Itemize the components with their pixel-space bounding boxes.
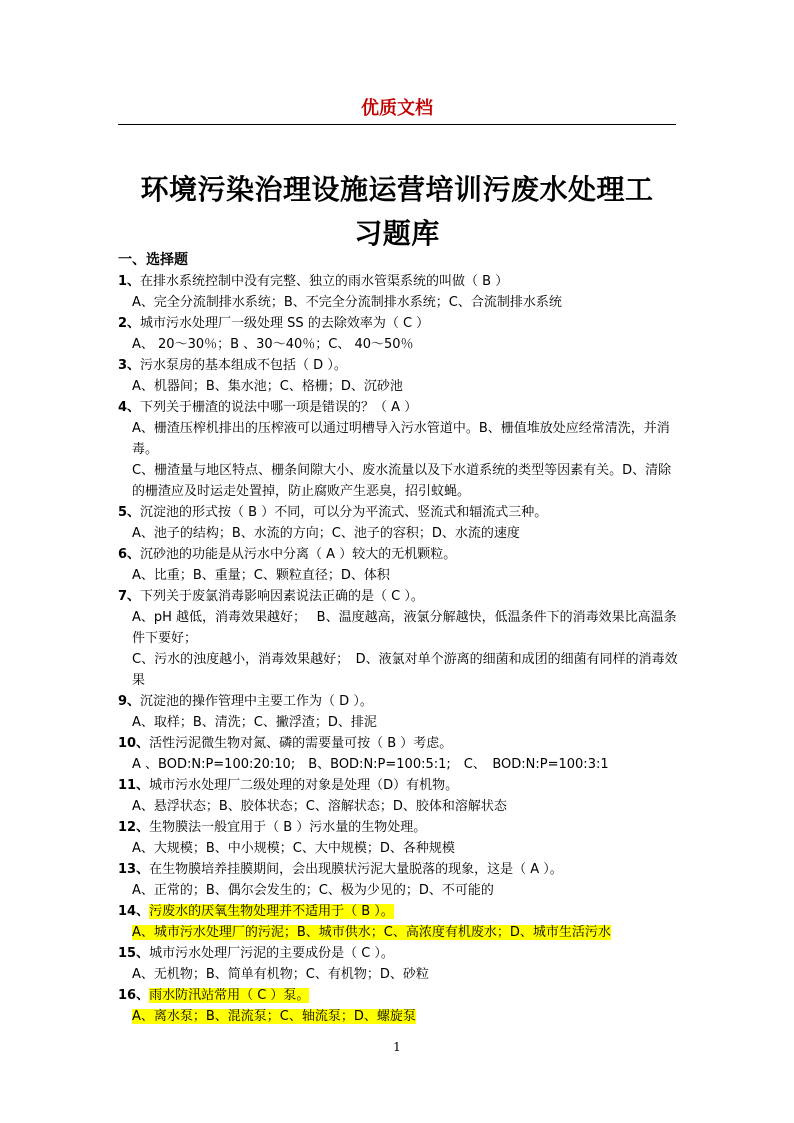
question-line [118, 271, 684, 292]
question-text: 生物膜法一般宜用于（ B ）污水量的生物处理。 [149, 820, 427, 835]
answer-options [118, 712, 684, 733]
answer-options [118, 460, 684, 502]
question-text: 下列关于废氯消毒影响因素说法正确的是（ C ）。 [140, 589, 424, 604]
options-text: A、离水泵；B、混流泵；C、轴流泵；D、螺旋泵 [132, 1009, 416, 1024]
page-number: 1 [393, 1040, 401, 1054]
question-line [118, 775, 684, 796]
question-line [118, 397, 684, 418]
answer-options [118, 1006, 684, 1027]
question-line [118, 586, 684, 607]
question-line [118, 355, 684, 376]
answer-options [118, 376, 684, 397]
question-number: 5、 [118, 505, 141, 520]
question-text: 下列关于栅渣的说法中哪一项是错误的？（ A ） [140, 400, 418, 415]
question-number: 6、 [118, 547, 141, 562]
answer-options [118, 565, 684, 586]
question-line [118, 544, 684, 565]
answer-options [118, 418, 684, 460]
answer-options [118, 880, 684, 901]
answer-options [118, 922, 684, 943]
question-text: 城市污水处理厂一级处理 SS 的去除效率为（ C ） [140, 316, 430, 331]
question-number: 10、 [118, 736, 150, 751]
options-text: A、大规模；B、中小规模；C、大中规模；D、各种规模 [132, 841, 455, 856]
answer-options [118, 796, 684, 817]
question-text: 在排水系统控制中没有完整、独立的雨水管渠系统的叫做（ B ） [140, 274, 509, 289]
options-text: A、机器间；B、集水池；C、格栅；D、沉砂池 [132, 379, 403, 394]
title-line-2: 习题库 [354, 217, 440, 250]
answer-options [118, 964, 684, 985]
question-number: 4、 [118, 400, 141, 415]
answer-options [118, 649, 684, 691]
question-line [118, 817, 684, 838]
question-number: 3、 [118, 358, 141, 373]
question-text: 城市污水处理厂污泥的主要成份是（ C ）。 [149, 946, 394, 961]
options-text: A、比重；B、重量；C、颗粒直径；D、体积 [132, 568, 390, 583]
question-text: 沉淀池的操作管理中主要工作为（ D ）。 [140, 694, 373, 709]
options-text: A、悬浮状态；B、胶体状态；C、溶解状态；D、胶体和溶解状态 [132, 799, 507, 814]
question-text: 在生物膜培养挂膜期间，会出现膜状污泥大量脱落的现象，这是（ A ）。 [149, 862, 563, 877]
question-line [118, 313, 684, 334]
answer-options [118, 292, 684, 313]
question-number: 16、 [118, 988, 150, 1003]
options-text: A、取样；B、清洗；C、撇浮渣；D、排泥 [132, 715, 377, 730]
question-number: 14、 [118, 904, 150, 919]
options-text: A、完全分流制排水系统；B、不完全分流制排水系统；C、合流制排水系统 [132, 295, 562, 310]
question-line [118, 502, 684, 523]
options-text: C、栅渣量与地区特点、栅条间隙大小、废水流量以及下水道系统的类型等因素有关。D、清除的栅渣应及时运走处置掉，防止腐败产生恶臭，招引蚊蝇。 [132, 463, 672, 499]
question-line [118, 859, 684, 880]
options-text: A、池子的结构；B、水流的方向；C、池子的容积；D、水流的速度 [132, 526, 520, 541]
options-text: A、城市污水处理厂的污泥；B、城市供水；C、高浓度有机废水；D、城市生活污水 [132, 925, 611, 940]
document-title [118, 168, 676, 256]
question-text: 污水泵房的基本组成不包括（ D ）。 [140, 358, 347, 373]
options-text: A、栅渣压榨机排出的压榨液可以通过明槽导入污水管道中。B、栅值堆放处应经常清洗，并消毒。 [132, 421, 670, 457]
answer-options [118, 334, 684, 355]
question-line [118, 901, 684, 922]
options-text: A、正常的；B、偶尔会发生的；C、极为少见的；D、不可能的 [132, 883, 494, 898]
question-list [118, 271, 684, 1027]
answer-options [118, 607, 684, 649]
question-number: 12、 [118, 820, 150, 835]
question-text: 沉砂池的功能是从污水中分离（ A ）较大的无机颗粒。 [140, 547, 457, 562]
title-line-1: 环境污染治理设施运营培训污废水处理工 [140, 173, 654, 206]
question-number: 1、 [118, 274, 141, 289]
question-number: 11、 [118, 778, 150, 793]
question-line [118, 691, 684, 712]
header-divider [118, 124, 676, 125]
options-text: A、pH 越低，消毒效果越好； B、温度越高，液氯分解越快，低温条件下的消毒效果比高温条件下要好； [132, 610, 677, 646]
question-text: 活性污泥微生物对氮、磷的需要量可按（ B ）考虑。 [149, 736, 453, 751]
options-text: A 、BOD:N:P=100:20:10; B、BOD:N:P=100:5:1; C、 BOD:N:P=100:3:1 [132, 757, 609, 772]
answer-options [118, 523, 684, 544]
document-body [118, 250, 684, 1027]
document-header-label: 优质文档 [361, 98, 433, 119]
answer-options [118, 838, 684, 859]
question-number: 15、 [118, 946, 150, 961]
question-line [118, 985, 684, 1006]
section-heading: 一、选择题 [118, 252, 188, 268]
question-line [118, 733, 684, 754]
answer-options [118, 754, 684, 775]
question-number: 9、 [118, 694, 141, 709]
question-text: 雨水防汛站常用（ C ）泵。 [149, 988, 310, 1003]
options-text: C、污水的浊度越小，消毒效果越好； D、液氯对单个游离的细菌和成团的细菌有同样的消毒效果 [132, 652, 678, 688]
options-text: A、无机物；B、简单有机物；C、有机物；D、砂粒 [132, 967, 429, 982]
question-number: 7、 [118, 589, 141, 604]
question-number: 2、 [118, 316, 141, 331]
question-number: 13、 [118, 862, 150, 877]
question-line [118, 943, 684, 964]
question-text: 污废水的厌氧生物处理并不适用于（ B ）。 [149, 904, 394, 919]
options-text: A、 20～30％；B 、30～40％；C、 40～50％ [132, 337, 414, 352]
question-text: 城市污水处理厂二级处理的对象是处理（D）有机物。 [149, 778, 459, 793]
question-text: 沉淀池的形式按（ B ）不同，可以分为平流式、竖流式和辐流式三种。 [140, 505, 548, 520]
